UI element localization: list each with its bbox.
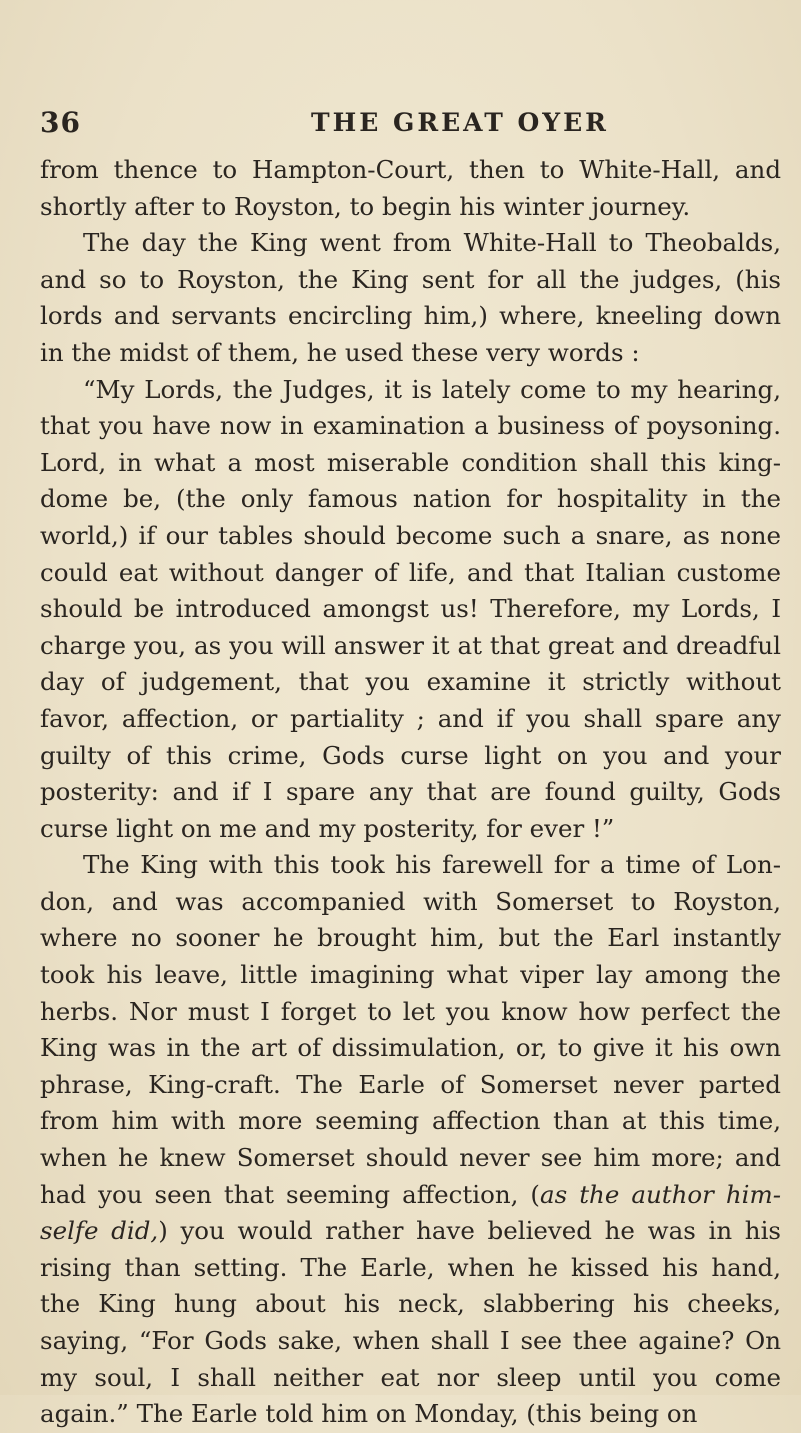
paragraph-farewell-text-after: ) you would rather have believed he was in his rising than setting. The Earle, when he kissed his hand, the King hung about his neck, slabbering his cheeks, saying, “For Gods sake, when shall I see thee againe? On my soul, I shall neither eat nor sleep until you come again.” The Earle told him on Monday, (this being on (40, 1216, 781, 1429)
paragraph-continuation: from thence to Hampton-Court, then to White-Hall, and shortly after to Royston, to begin his winter journey. (40, 155, 781, 221)
body-text (40, 152, 781, 1433)
paragraph-king-to-royston: The day the King went from White-Hall to Theobalds, and so to Royston, the King sent for all the judges, (his lords and servants encircling him,) where, kneeling down in the midst of them, he used these very words : (40, 228, 781, 367)
running-title: THE GREAT OYER (311, 108, 609, 137)
paragraph-farewell-italic: as the author him-selfe did, (40, 1179, 781, 1246)
page-number: 36 (40, 106, 81, 139)
running-head (40, 106, 781, 146)
paragraph-farewell-text-before: The King with this took his farewell for a time of Lon-don, and was accompanied with Somerset to Royston, where no sooner he brought him, but the Earl instantly took his leave, little imagining what viper lay among the herbs. Nor must I forget to let you know how perfect the King was in the art of dissimulation, or, to give it his own phrase, King-craft. The Earle of Somerset never parted from him with more seeming affection than at this time, when he knew Somerset should never see him more; and had you seen that seeming affection, ( (40, 850, 781, 1209)
paragraph-kings-speech: “My Lords, the Judges, it is lately come to my hearing, that you have now in examination a business of poysoning. Lord, in what a most miserable condition shall this king-dome be, (the only famous nation for hospitality in the world,) if our tables should become such a snare, as none could eat without danger of life, and that Italian custome should be introduced amongst us! Therefore, my Lords, I charge you, as you will answer it at that great and dreadful day of judgement, that you examine it strictly without favor, affection, or partiality ; and if you shall spare any guilty of this crime, Gods curse light on you and your posterity: and if I spare any that are found guilty, Gods curse light on me and my posterity, for ever !” (40, 374, 781, 843)
paragraph-farewell (40, 847, 781, 1433)
